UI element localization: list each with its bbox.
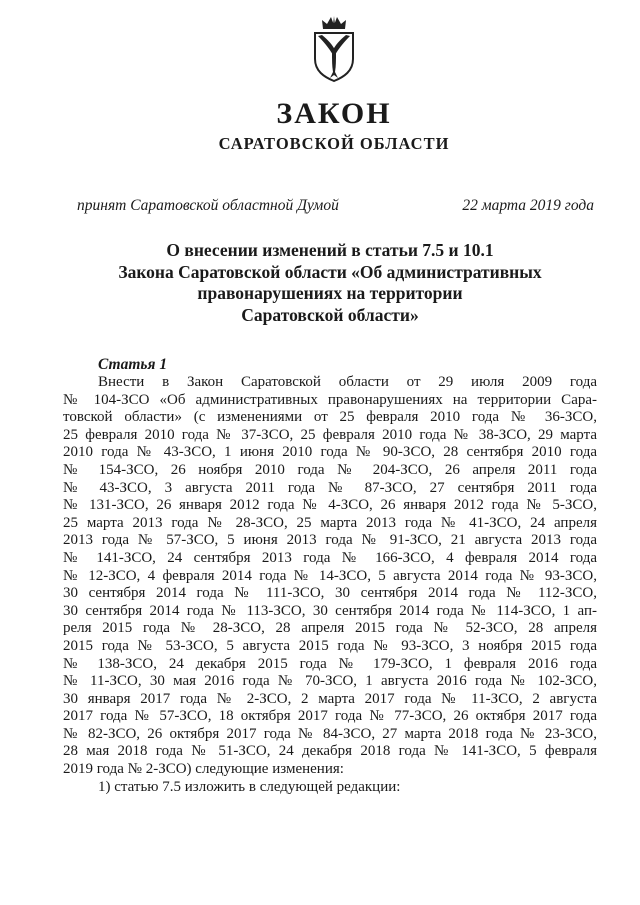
body-line: 25 февраля 2010 года № 37-ЗСО, 25 февраля 2010 года № 38-ЗСО, 29 марта bbox=[63, 426, 597, 443]
adopted-by-text: принят Саратовской областной Думой bbox=[77, 197, 339, 214]
body-line: № 154-ЗСО, 26 ноября 2010 года № 204-ЗСО, 26 апреля 2011 года bbox=[63, 461, 597, 478]
body-line: № 11-ЗСО, 30 мая 2016 года № 70-ЗСО, 1 августа 2016 года № 102-ЗСО, bbox=[63, 673, 597, 690]
body-line: 2015 года № 53-ЗСО, 5 августа 2015 года № 93-ЗСО, 3 ноября 2015 года bbox=[63, 637, 597, 654]
adoption-line bbox=[0, 196, 640, 215]
heading-line: О внесении изменений в статьи 7.5 и 10.1 bbox=[166, 240, 494, 260]
body-line: 25 марта 2013 года № 28-ЗСО, 25 марта 2013 года № 41-ЗСО, 24 апреля bbox=[63, 514, 597, 531]
body-line: № 43-ЗСО, 3 августа 2011 года № 87-ЗСО, 27 сентября 2011 года bbox=[63, 479, 597, 496]
law-word-title: ЗАКОН bbox=[276, 97, 392, 130]
region-subtitle: САРАТОВСКОЙ ОБЛАСТИ bbox=[218, 134, 450, 153]
body-line: № 138-ЗСО, 24 декабря 2015 года № 179-ЗСО, 1 февраля 2016 года bbox=[63, 655, 597, 672]
body-line: 30 сентября 2014 года № 113-ЗСО, 30 сентября 2014 года № 114-ЗСО, 1 ап- bbox=[63, 602, 597, 619]
heading-line: правонарушениях на территории bbox=[197, 283, 463, 303]
masthead bbox=[14, 14, 640, 89]
crown-icon bbox=[322, 16, 346, 29]
body-line: 30 сентября 2014 года № 111-ЗСО, 30 сентября 2014 года № 112-ЗСО, bbox=[63, 585, 597, 602]
body-line: № 12-ЗСО, 4 февраля 2014 года № 14-ЗСО, 5 августа 2014 года № 93-ЗСО, bbox=[63, 567, 597, 584]
body-line: 30 января 2017 года № 2-ЗСО, 2 марта 2017 года № 11-ЗСО, 2 августа bbox=[63, 690, 597, 707]
body-line: 28 мая 2018 года № 51-ЗСО, 24 декабря 2018 года № 141-ЗСО, 5 февраля bbox=[63, 743, 597, 760]
document-title-heading bbox=[0, 240, 640, 326]
amendment-item-line: 1) статью 7.5 изложить в следующей редакции: bbox=[98, 778, 401, 795]
sterlet-bottom-icon bbox=[332, 53, 336, 72]
body-line: № 82-ЗСО, 26 октября 2017 года № 84-ЗСО, 27 марта 2018 года № 23-ЗСО, bbox=[63, 725, 597, 742]
body-line: Внести в Закон Саратовской области от 29 июля 2009 года bbox=[98, 374, 597, 390]
body-line: № 131-ЗСО, 26 января 2012 года № 4-ЗСО, 26 января 2012 года № 5-ЗСО, bbox=[63, 497, 597, 514]
adoption-date: 22 марта 2019 года bbox=[462, 197, 594, 214]
article-1-label: Статья 1 bbox=[98, 356, 168, 373]
saratov-coat-of-arms-icon bbox=[310, 14, 358, 84]
body-line: 2019 года № 2-ЗСО) следующие изменения: bbox=[63, 761, 344, 778]
heading-line: Закона Саратовской области «Об административных bbox=[118, 261, 542, 282]
body-line: 2010 года № 43-ЗСО, 1 июня 2010 года № 90-ЗСО, 28 сентября 2010 года bbox=[63, 444, 597, 461]
body-line: реля 2015 года № 28-ЗСО, 28 апреля 2015 года № 52-ЗСО, 28 апреля bbox=[63, 620, 597, 637]
heading-line: Саратовской области» bbox=[241, 304, 419, 325]
body-line: 2013 года № 57-ЗСО, 5 июня 2013 года № 91-ЗСО, 21 августа 2013 года bbox=[63, 532, 597, 549]
body-line: № 141-ЗСО, 24 сентября 2013 года № 166-ЗСО, 4 февраля 2014 года bbox=[63, 549, 597, 566]
body-line: товской области» (с изменениями от 25 февраля 2010 года № 36-ЗСО, bbox=[63, 409, 597, 426]
body-text bbox=[0, 374, 640, 796]
body-line: № 104-ЗСО «Об административных правонарушениях на территории Сара- bbox=[63, 391, 597, 408]
body-line: 2017 года № 57-ЗСО, 18 октября 2017 года № 77-ЗСО, 26 октября 2017 года bbox=[63, 708, 597, 725]
